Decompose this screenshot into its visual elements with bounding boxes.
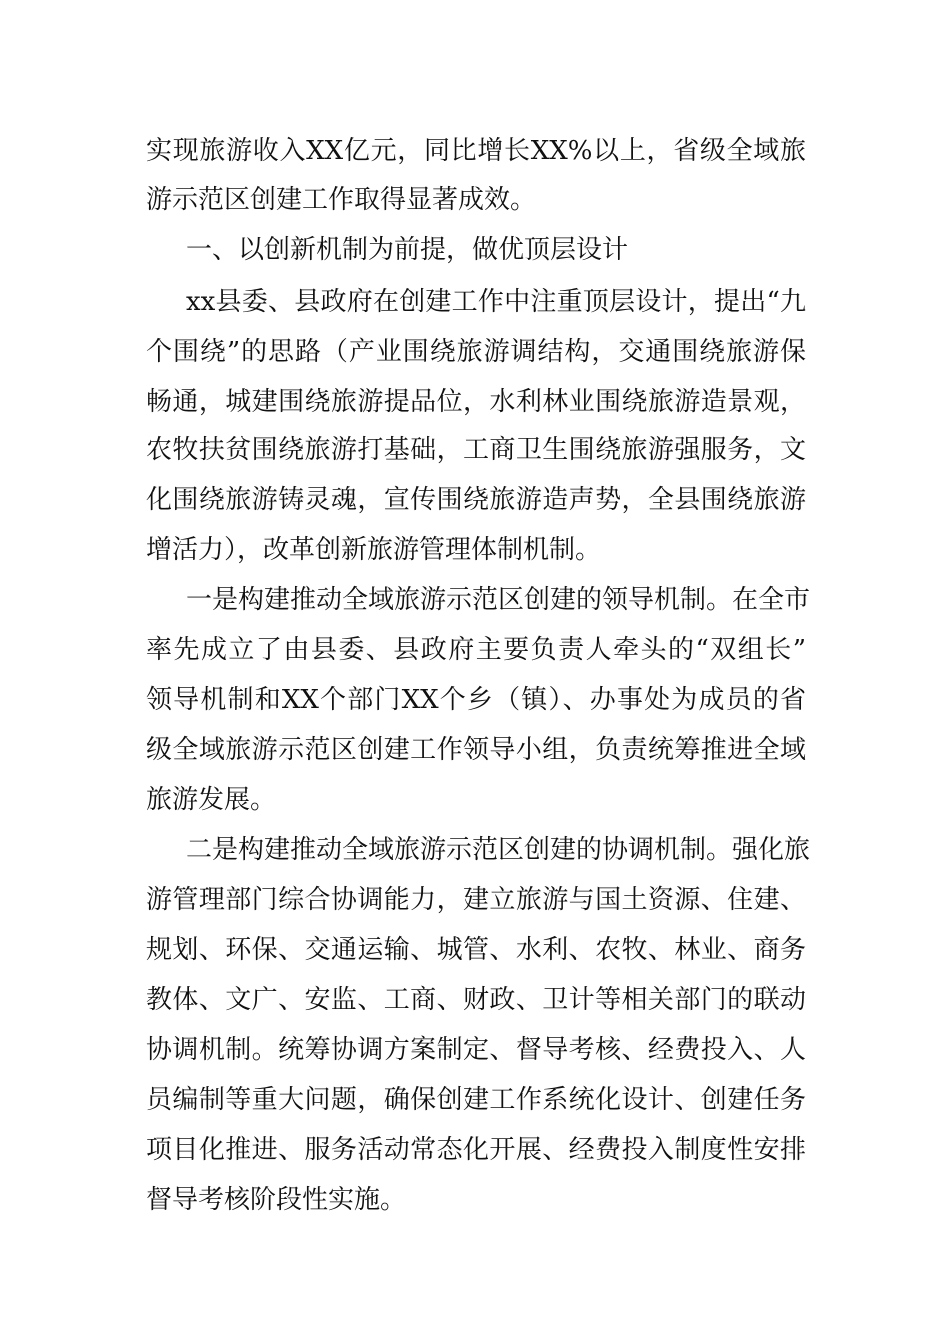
paragraph-line: 项目化推进、服务活动常态化开展、经费投入制度性安排 [146, 1135, 806, 1165]
paragraph-line: 领导机制和XX个部门XX个乡（镇）、办事处为成员的省 [146, 685, 806, 715]
paragraph-line: 二是构建推动全域旅游示范区创建的协调机制。强化旅 [186, 835, 811, 865]
paragraph-line: 畅通，城建围绕旅游提品位，水利林业围绕旅游造景观， [146, 387, 806, 417]
paragraph-line: 游管理部门综合协调能力，建立旅游与国土资源、住建、 [146, 885, 806, 915]
paragraph-line: 员编制等重大问题，确保创建工作系统化设计、创建任务 [146, 1085, 806, 1115]
paragraph-line: xx县委、县政府在创建工作中注重顶层设计，提出“九 [186, 287, 806, 317]
paragraph-line: 个围绕”的思路（产业围绕旅游调结构，交通围绕旅游保 [146, 337, 806, 367]
paragraph-line: 增活力），改革创新旅游管理体制机制。 [146, 535, 602, 565]
paragraph-line: 教体、文广、安监、工商、财政、卫计等相关部门的联动 [146, 985, 806, 1015]
section-heading: 一、以创新机制为前提，做优顶层设计 [186, 235, 629, 265]
paragraph-line: 化围绕旅游铸灵魂，宣传围绕旅游造声势，全县围绕旅游 [146, 485, 806, 515]
paragraph-line: 实现旅游收入XX亿元，同比增长XX%以上，省级全域旅 [146, 136, 806, 166]
paragraph-line: 协调机制。统筹协调方案制定、督导考核、经费投入、人 [146, 1035, 806, 1065]
paragraph-line: 级全域旅游示范区创建工作领导小组，负责统筹推进全域 [146, 735, 806, 765]
paragraph-line: 农牧扶贫围绕旅游打基础，工商卫生围绕旅游强服务，文 [146, 435, 806, 465]
paragraph-line: 规划、环保、交通运输、城管、水利、农牧、林业、商务 [146, 935, 806, 965]
paragraph-line: 率先成立了由县委、县政府主要负责人牵头的“双组长” [146, 635, 806, 665]
paragraph-line: 督导考核阶段性实施。 [146, 1185, 407, 1215]
paragraph-line: 一是构建推动全域旅游示范区创建的领导机制。在全市 [186, 585, 811, 615]
paragraph-line: 旅游发展。 [146, 785, 277, 815]
paragraph-line: 游示范区创建工作取得显著成效。 [146, 185, 537, 215]
